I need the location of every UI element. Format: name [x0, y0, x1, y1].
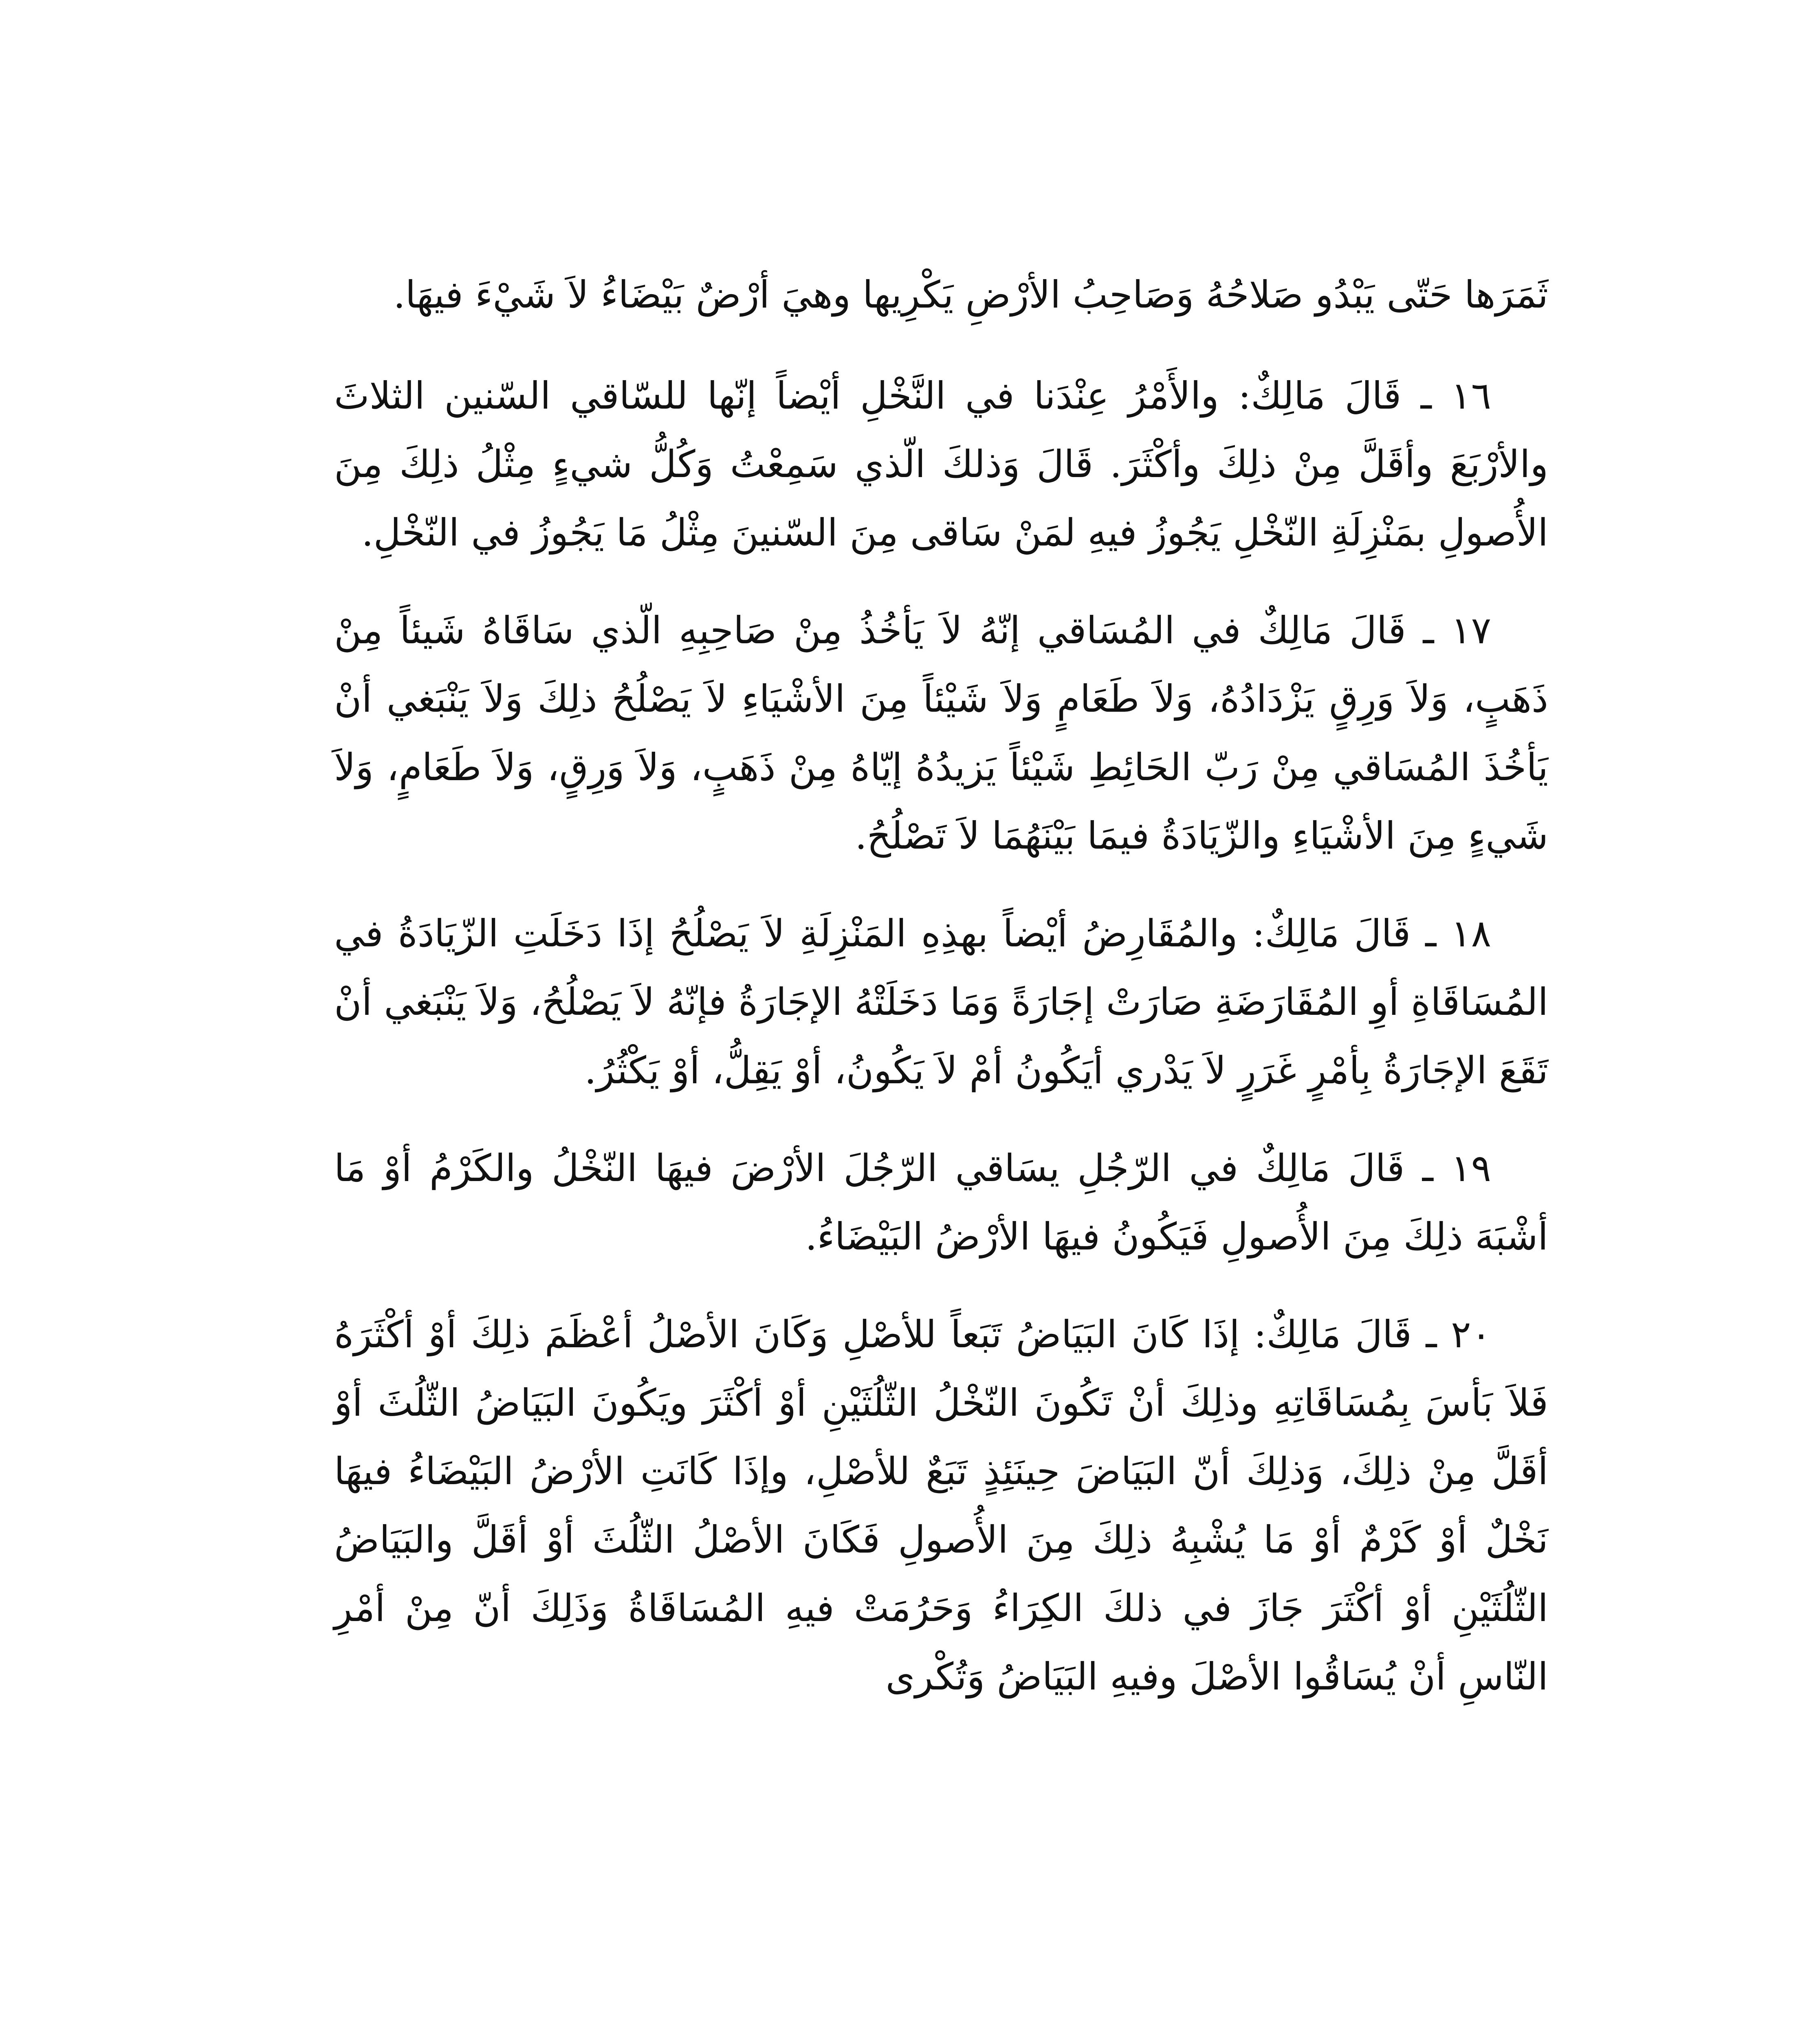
paragraph-17: ١٧ ـ قَالَ مَالِكٌ في المُسَاقي إنّهُ لاَ يَأخُذُ مِنْ صَاحِبِهِ الّذي سَاقَاهُ شَيئاً مِنْ ذَهَبٍ، وَلاَ وَرِقٍ يَزْدَادُهُ، وَلاَ طَعَامٍ وَلاَ شَيْئاً مِنَ الأشْيَاءِ لاَ يَصْلُحُ ذلِكَ وَلاَ يَنْبَغي أنْ يَأخُذَ المُسَاقي مِنْ رَبّ الحَائِطِ شَيْئاً يَزيدُهُ إيّاهُ مِنْ ذَهَبٍ، وَلاَ وَرِقٍ، وَلاَ طَعَامٍ، وَلاَ شَيءٍ مِنَ الأشْيَاءِ والزّيَادَةُ فيمَا بَيْنَهُمَا لاَ تَصْلُحُ. — [334, 609, 1548, 858]
paragraph-continued: ثَمَرَها حَتّى يَبْدُو صَلاحُهُ وَصَاحِبُ الأرْضِ يَكْرِيها وهيَ أرْضٌ بَيْضَاءُ لاَ شَيْءَ فيهَا. — [393, 273, 1548, 317]
paragraph-18: ١٨ ـ قَالَ مَالِكٌ: والمُقَارِضُ أيْضاً بهذِهِ المَنْزِلَةِ لاَ يَصْلُحُ إذَا دَخَلَتِ الزّيَادَةُ في المُسَاقَاةِ أوِ المُقَارَضَةِ صَارَتْ إجَارَةً وَمَا دَخَلَتْهُ الإجَارَةُ فإنّهُ لاَ يَصْلُحُ، وَلاَ يَنْبَغي أنْ تَقَعَ الإجَارَةُ بِأمْرٍ غَرَرٍ لاَ يَدْري أيَكُونُ أمْ لاَ يَكُونُ، أوْ يَقِلُّ، أوْ يَكْثُرُ. — [334, 912, 1548, 1092]
body-text — [334, 261, 1548, 1740]
paragraph-19: ١٩ ـ قَالَ مَالِكٌ في الرّجُلِ يسَاقي الرّجُلَ الأرْضَ فيهَا النّخْلُ والكَرْمُ أوْ مَا أشْبَهَ ذلِكَ مِنَ الأُصولِ فَيَكُونُ فيهَا الأرْضُ البَيْضَاءُ. — [334, 1146, 1548, 1258]
paragraph-20: ٢٠ ـ قَالَ مَالِكٌ: إذَا كَانَ البَيَاضُ تَبَعاً للأصْلِ وَكَانَ الأصْلُ أعْظَمَ ذلِكَ أوْ أكْثَرَهُ فَلاَ بَأسَ بِمُسَاقَاتِهِ وذلِكَ أنْ تَكُونَ النّخْلُ الثّلُثَيْنِ أوْ أكْثَرَ ويَكُونَ البَيَاضُ الثّلُثَ أوْ أقَلَّ مِنْ ذلِكَ، وَذلِكَ أنّ البَيَاضَ حِينَئِذٍ تَبَعٌ للأصْلِ، وإذَا كَانَتِ الأرْضُ البَيْضَاءُ فيهَا نَخْلٌ أوْ كَرْمٌ أوْ مَا يُشْبِهُ ذلِكَ مِنَ الأُصولِ فَكَانَ الأصْلُ الثّلُثَ أوْ أقَلَّ والبَيَاضُ الثّلُثَيْنِ أوْ أكْثَرَ جَازَ في ذلكَ الكِرَاءُ وَحَرُمَتْ فيهِ المُسَاقَاةُ وَذَلِكَ أنّ مِنْ أمْرِ النّاسِ أنْ يُسَاقُوا الأصْلَ وفيهِ البَيَاضُ وَتُكْرى — [334, 1313, 1548, 1698]
paragraph-16: ١٦ ـ قَالَ مَالِكٌ: والأَمْرُ عِنْدَنا في النَّخْلِ أيْضاً إنّها للسّاقي السّنين الثلاثَ والأرْبَعَ وأقَلَّ مِنْ ذلِكَ وأكْثَرَ. قَالَ وَذلكَ الّذي سَمِعْتُ وَكُلُّ شيءٍ مِثْلُ ذلِكَ مِنَ الأُصولِ بمَنْزِلَةِ النّخْلِ يَجُوزُ فيهِ لمَنْ سَاقى مِنَ السّنينَ مِثْلُ مَا يَجُوزُ في النّخْلِ. — [334, 374, 1548, 554]
